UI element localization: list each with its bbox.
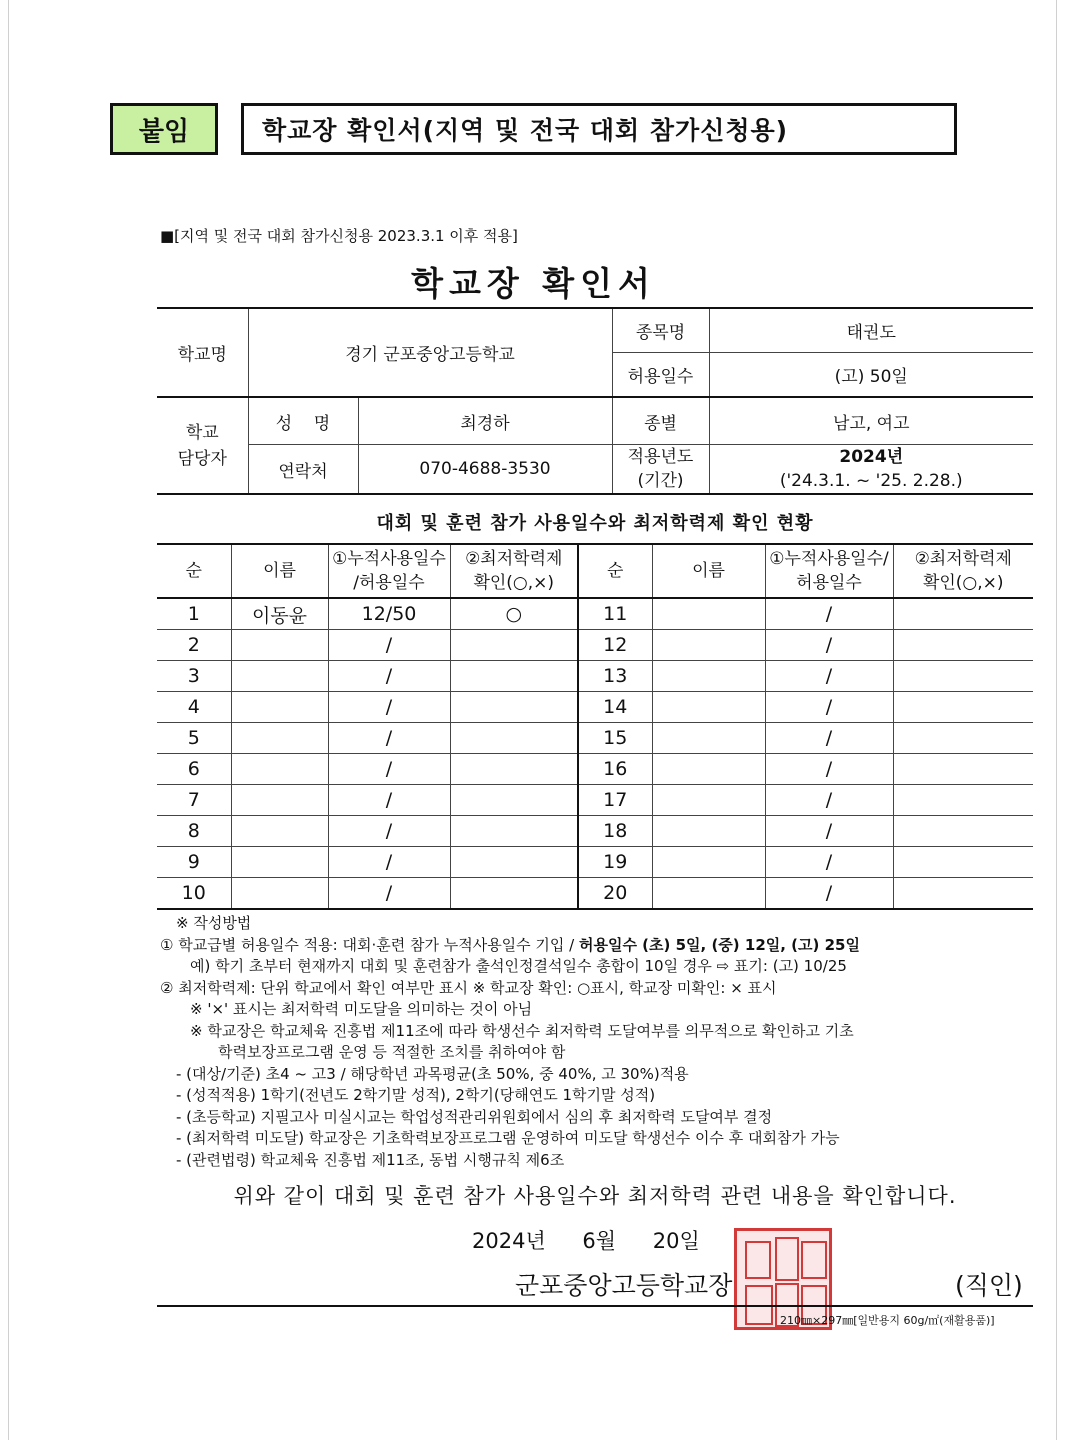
row-check-cell xyxy=(450,785,578,816)
row-name-cell xyxy=(231,785,328,816)
col-no-right: 순 xyxy=(578,544,652,598)
contact-label: 연락처 xyxy=(248,445,358,495)
row-name-cell-right xyxy=(652,723,765,754)
row-check-cell-right xyxy=(893,878,1033,910)
row-days-cell-right: / xyxy=(765,816,893,847)
date-month: 6월 xyxy=(582,1229,617,1253)
table-row xyxy=(157,847,1033,878)
signer-title: 군포중앙고등학교장 xyxy=(515,1271,733,1300)
row-name-cell xyxy=(231,692,328,723)
gender-label: 종별 xyxy=(612,397,709,445)
row-no-cell-right: 19 xyxy=(578,847,652,878)
allowed-days-label: 허용일수 xyxy=(612,353,709,398)
row-no-cell: 4 xyxy=(157,692,231,723)
guide-detail-3: - (초등학교) 지필고사 미실시교는 학업성적관리위원회에서 심의 후 최저학력 도달여부 결정 xyxy=(176,1107,773,1126)
row-no-cell: 3 xyxy=(157,661,231,692)
guide-detail-1: - (대상/기준) 초4 ~ 고3 / 해당학년 과목평균(초 50%, 중 40%, 고 30%)적용 xyxy=(176,1064,689,1083)
table-row xyxy=(157,785,1033,816)
scope-note: ■[지역 및 전국 대회 참가신청용 2023.3.1 이후 적용] xyxy=(160,227,518,245)
row-check-cell: ○ xyxy=(450,598,578,630)
row-check-cell-right xyxy=(893,630,1033,661)
table-row xyxy=(157,816,1033,847)
seal-label: (직인) xyxy=(955,1271,1023,1300)
row-name-cell-right xyxy=(652,661,765,692)
row-days-cell: / xyxy=(328,816,450,847)
table-row xyxy=(157,692,1033,723)
row-no-cell: 8 xyxy=(157,816,231,847)
row-name-cell-right xyxy=(652,847,765,878)
row-no-cell: 7 xyxy=(157,785,231,816)
period-value: ('24.3.1. ~ '25. 2.28.) xyxy=(779,471,963,491)
guide-detail-4: - (최저학력 미도달) 학교장은 기초학력보장프로그램 운영하여 미도달 학생선수 이수 후 대회참가 가능 xyxy=(176,1129,840,1147)
row-days-cell: / xyxy=(328,878,450,910)
row-days-cell-right: / xyxy=(765,847,893,878)
row-days-cell: / xyxy=(328,723,450,754)
row-name-cell xyxy=(231,754,328,785)
row-name-cell xyxy=(231,723,328,754)
row-no-cell: 10 xyxy=(157,878,231,910)
row-no-cell: 2 xyxy=(157,630,231,661)
row-no-cell-right: 15 xyxy=(578,723,652,754)
row-check-cell xyxy=(450,661,578,692)
row-no-cell-right: 18 xyxy=(578,816,652,847)
row-days-cell-right: / xyxy=(765,878,893,910)
row-check-cell-right xyxy=(893,785,1033,816)
attachment-tag: 붙임 xyxy=(110,103,218,155)
school-label: 학교명 xyxy=(157,308,248,397)
gender-value: 남고, 여고 xyxy=(709,397,1033,445)
section-title: 대회 및 훈련 참가 사용일수와 최저학력제 확인 현황 xyxy=(376,513,814,534)
allowed-days-value: (고) 50일 xyxy=(709,353,1033,398)
row-days-cell-right: / xyxy=(765,754,893,785)
row-days-cell-right: / xyxy=(765,661,893,692)
school-value: 경기 군포중앙고등학교 xyxy=(248,308,612,397)
guide-item-1 xyxy=(160,935,1040,957)
guide-item-2-note-b-cont: 학력보장프로그램 운영 등 적절한 조치를 취하여야 함 xyxy=(218,1043,566,1061)
row-check-cell-right xyxy=(893,847,1033,878)
table-row xyxy=(157,661,1033,692)
row-name-cell xyxy=(231,630,328,661)
row-check-cell xyxy=(450,723,578,754)
date-year: 2024년 xyxy=(472,1229,546,1253)
guide-item-2-note-b: ※ 학교장은 학교체육 진흥법 제11조에 따라 학생선수 최저학력 도달여부를 의무적으로 확인하고 기초 xyxy=(190,1021,854,1040)
row-name-cell-right xyxy=(652,754,765,785)
row-check-cell xyxy=(450,692,578,723)
row-no-cell-right: 12 xyxy=(578,630,652,661)
info-table xyxy=(157,307,1033,495)
row-no-cell-right: 14 xyxy=(578,692,652,723)
row-check-cell-right xyxy=(893,598,1033,630)
row-name-cell-right xyxy=(652,692,765,723)
row-name-cell xyxy=(231,816,328,847)
table-row xyxy=(157,598,1033,630)
row-days-cell: / xyxy=(328,754,450,785)
table-row xyxy=(157,754,1033,785)
header-title: 학교장 확인서(지역 및 전국 대회 참가신청용) xyxy=(241,103,957,155)
row-no-cell: 6 xyxy=(157,754,231,785)
sport-value: 태권도 xyxy=(709,308,1033,353)
issue-date xyxy=(472,1225,700,1255)
row-name-cell xyxy=(231,847,328,878)
row-days-cell-right: / xyxy=(765,785,893,816)
col-check: ②최저학력제 확인(○,×) xyxy=(450,544,578,598)
row-no-cell-right: 13 xyxy=(578,661,652,692)
row-name-cell-right xyxy=(652,630,765,661)
usage-table-header xyxy=(157,544,1033,598)
guide-detail-2: - (성적적용) 1학기(전년도 2학기말 성적), 2학기(당해연도 1학기말 성적) xyxy=(176,1086,656,1104)
row-no-cell: 5 xyxy=(157,723,231,754)
row-days-cell: / xyxy=(328,661,450,692)
guide-item-2-note-a: ※ '×' 표시는 최저학력 미도달을 의미하는 것이 아님 xyxy=(190,1000,533,1018)
guide-item-1-example: 예) 학기 초부터 현재까지 대회 및 훈련참가 출석인정결석일수 총합이 10일 경우 ⇨ 표기: (고) 10/25 xyxy=(190,957,847,975)
footer-divider xyxy=(157,1305,1033,1307)
row-name-cell xyxy=(231,661,328,692)
name-value: 최경하 xyxy=(358,397,612,445)
contact-value: 070-4688-3530 xyxy=(358,445,612,495)
row-no-cell-right: 16 xyxy=(578,754,652,785)
usage-table xyxy=(157,543,1033,910)
row-days-cell-right: / xyxy=(765,630,893,661)
row-check-cell xyxy=(450,816,578,847)
row-days-cell: / xyxy=(328,785,450,816)
col-days-right: ①누적사용일수/ 허용일수 xyxy=(765,544,893,598)
row-days-cell: / xyxy=(328,630,450,661)
row-check-cell xyxy=(450,847,578,878)
guide-heading: ※ 작성방법 xyxy=(176,914,252,932)
row-name-cell-right xyxy=(652,816,765,847)
col-name: 이름 xyxy=(231,544,328,598)
row-no-cell-right: 17 xyxy=(578,785,652,816)
row-no-cell: 9 xyxy=(157,847,231,878)
row-check-cell-right xyxy=(893,754,1033,785)
guide-detail-5: - (관련법령) 학교체육 진흥법 제11조, 동법 시행규칙 제6조 xyxy=(176,1150,565,1169)
row-check-cell xyxy=(450,630,578,661)
date-day: 20일 xyxy=(652,1229,700,1253)
table-row xyxy=(157,878,1033,910)
row-name-cell xyxy=(231,878,328,910)
col-name-right: 이름 xyxy=(652,544,765,598)
row-no-cell-right: 20 xyxy=(578,878,652,910)
guide-item-1-text: ① 학교급별 허용일수 적용: 대회·훈련 참가 누적사용일수 기입 / xyxy=(160,935,579,954)
guide-item-2: ② 최저학력제: 단위 학교에서 확인 여부만 표시 ※ 학교장 확인: ○표시, 학교장 미확인: × 표시 xyxy=(160,978,777,997)
row-days-cell: / xyxy=(328,692,450,723)
row-name-cell-right xyxy=(652,598,765,630)
year-value: 2024년 xyxy=(839,447,904,467)
paper-spec-note: 210㎜×297㎜[일반용지 60g/㎡(재활용품)] xyxy=(780,1314,995,1327)
row-check-cell-right xyxy=(893,816,1033,847)
year-label: 적용년도 (기간) xyxy=(612,445,709,495)
col-days: ①누적사용일수 /허용일수 xyxy=(328,544,450,598)
row-check-cell-right xyxy=(893,661,1033,692)
row-name-cell-right xyxy=(652,785,765,816)
table-row xyxy=(157,723,1033,754)
confirmation-statement: 위와 같이 대회 및 훈련 참가 사용일수와 최저학력 관련 내용을 확인합니다. xyxy=(233,1184,957,1208)
name-label: 성 명 xyxy=(248,397,358,445)
row-check-cell-right xyxy=(893,723,1033,754)
row-days-cell-right: / xyxy=(765,723,893,754)
row-no-cell-right: 11 xyxy=(578,598,652,630)
row-name-cell-right xyxy=(652,878,765,910)
year-cell xyxy=(709,445,1033,495)
col-check-right: ②최저학력제 확인(○,×) xyxy=(893,544,1033,598)
row-check-cell-right xyxy=(893,692,1033,723)
sport-label: 종목명 xyxy=(612,308,709,353)
row-days-cell: 12/50 xyxy=(328,598,450,630)
usage-table-body xyxy=(157,598,1033,909)
guide-item-1-bold: 허용일수 (초) 5일, (중) 12일, (고) 25일 xyxy=(579,935,860,954)
row-name-cell: 이동윤 xyxy=(231,598,328,630)
manager-label: 학교 담당자 xyxy=(157,397,248,494)
row-check-cell xyxy=(450,878,578,910)
row-check-cell xyxy=(450,754,578,785)
document-title: 학교장 확인서 xyxy=(411,264,656,303)
row-days-cell: / xyxy=(328,847,450,878)
row-days-cell-right: / xyxy=(765,598,893,630)
table-row xyxy=(157,630,1033,661)
row-days-cell-right: / xyxy=(765,692,893,723)
col-no: 순 xyxy=(157,544,231,598)
writing-guide xyxy=(160,913,1040,1171)
row-no-cell: 1 xyxy=(157,598,231,630)
